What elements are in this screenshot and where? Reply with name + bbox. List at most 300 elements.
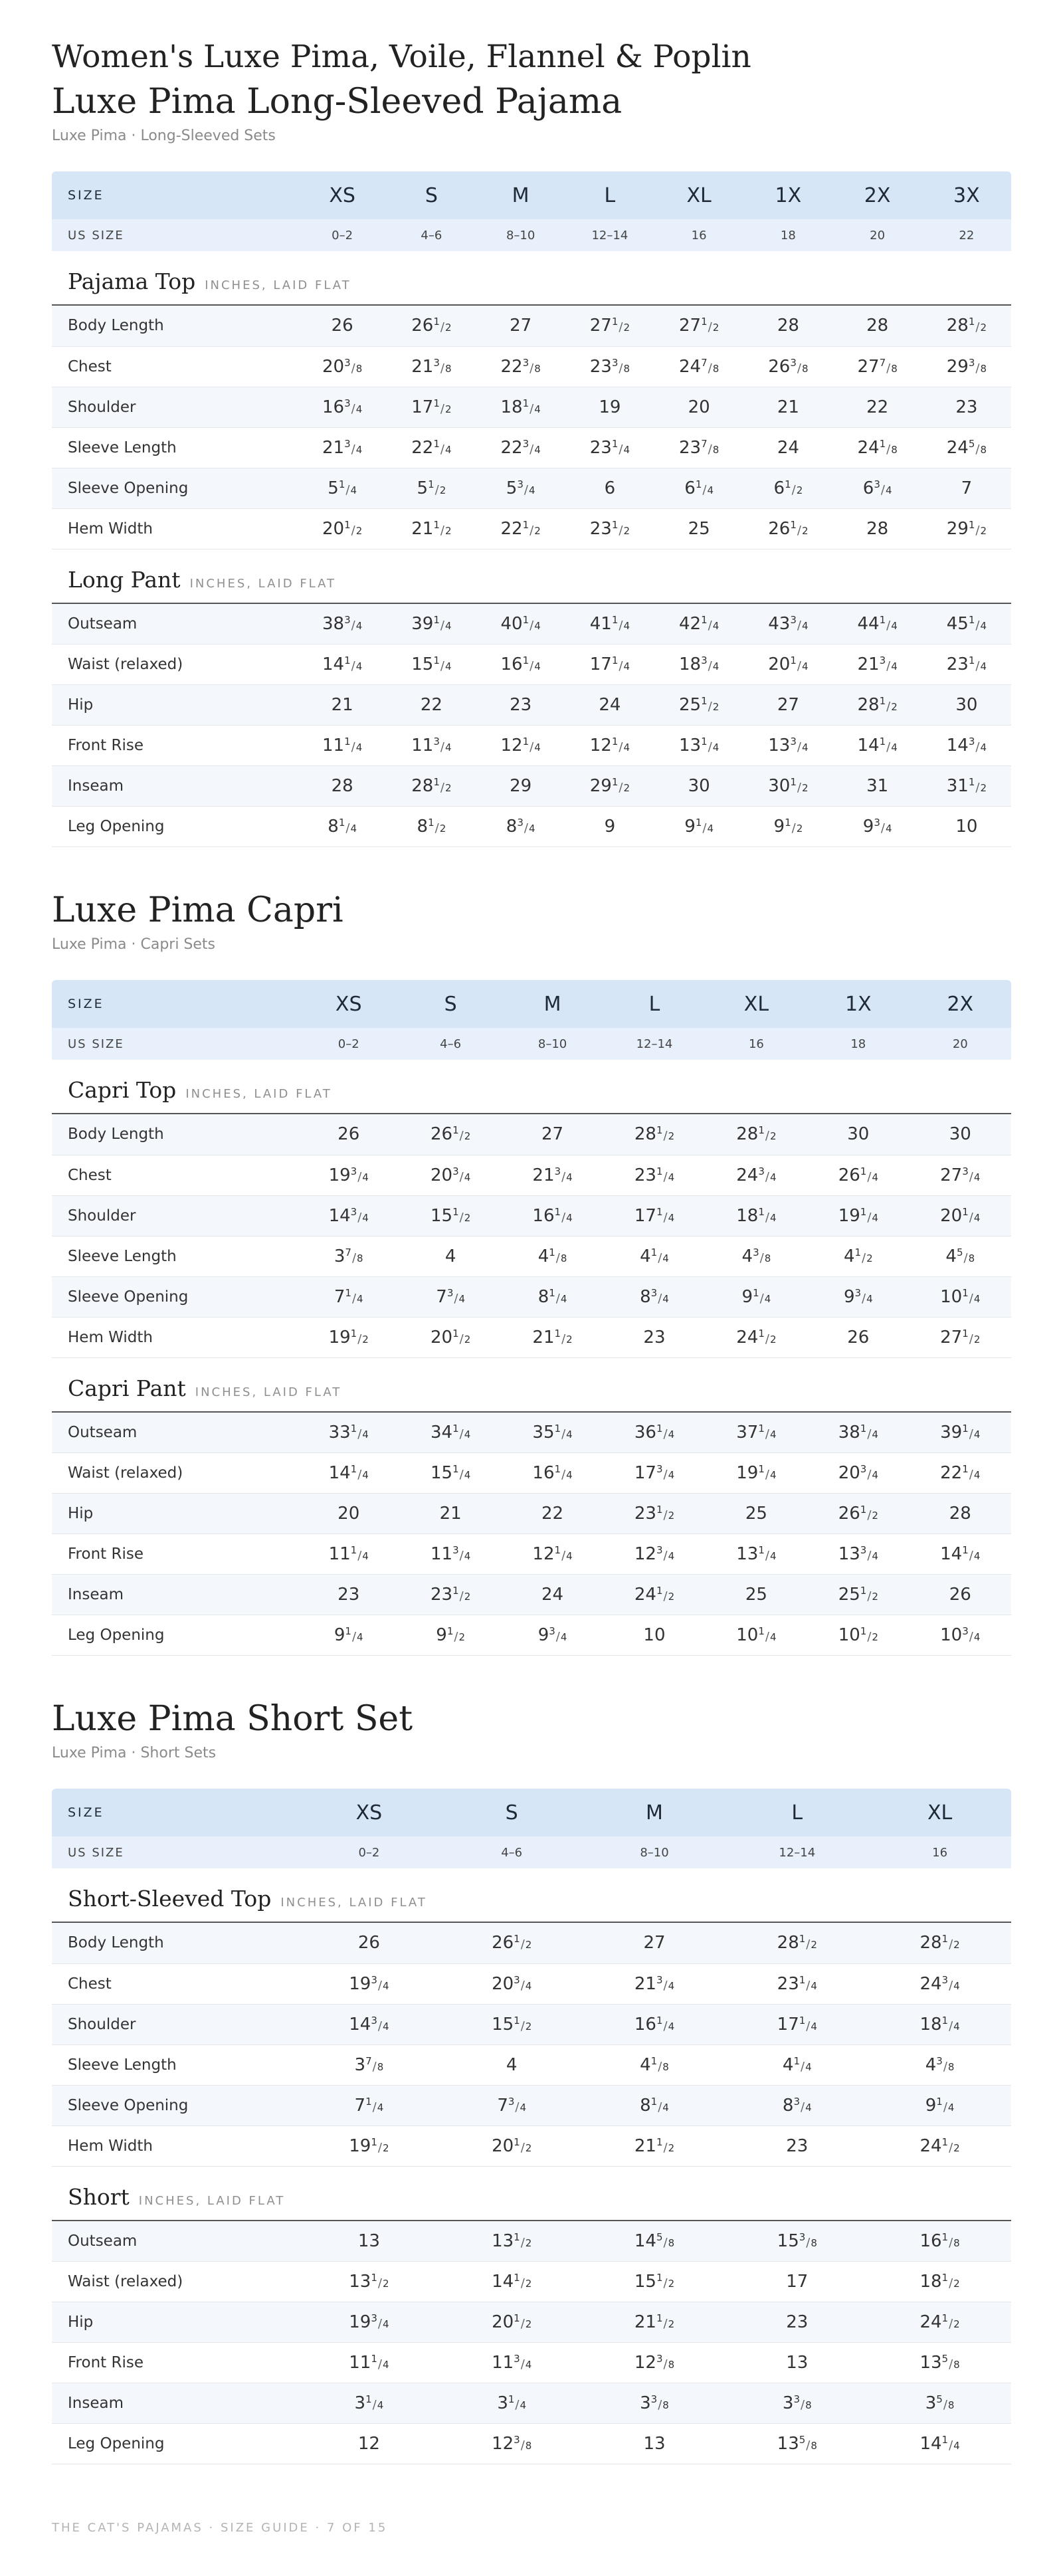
size-column-header: S xyxy=(399,980,501,1028)
table-row xyxy=(52,1114,1011,1155)
table-row xyxy=(52,2004,1011,2044)
measurement-group xyxy=(52,1886,1011,2167)
section-short-set xyxy=(52,1696,1011,2464)
size-column-header: XL xyxy=(654,171,743,219)
us-size-value: 16 xyxy=(868,1836,1011,1868)
measurement-value: 26 xyxy=(298,1923,440,1963)
measurement-value: $34^1/4$ xyxy=(399,1413,501,1453)
measurement-value: $18^1/4$ xyxy=(706,1195,807,1236)
size-column-header: XL xyxy=(868,1789,1011,1836)
measurement-value: $21^1/2$ xyxy=(502,1317,603,1357)
group-heading xyxy=(52,1886,1011,1923)
measurement-value: $29^1/2$ xyxy=(922,508,1011,549)
measurement-value: 21 xyxy=(743,387,832,427)
measurement-value: $20^3/8$ xyxy=(298,346,387,387)
measurement-value: 23 xyxy=(725,2126,868,2166)
measurement-value: $19^1/4$ xyxy=(807,1195,909,1236)
measurement-value: 28 xyxy=(298,766,387,807)
measurement-value: $21^3/4$ xyxy=(298,427,387,468)
section-subtitle: Luxe Pima · Capri Sets xyxy=(52,936,216,953)
measurement-value: 17 xyxy=(725,2262,868,2302)
measurement-value: $15^1/2$ xyxy=(440,2004,583,2044)
measurement-value: $14^1/4$ xyxy=(833,726,922,766)
measurement-value: $16^1/4$ xyxy=(502,1453,603,1494)
measurement-value: $35^1/4$ xyxy=(502,1413,603,1453)
us-size-value: 18 xyxy=(743,219,832,251)
size-column-header: M xyxy=(583,1789,726,1836)
measurement-value: 7 xyxy=(922,468,1011,508)
size-header-label: SIZE xyxy=(52,171,298,219)
measurement-label: Sleeve Length xyxy=(52,1236,298,1276)
table-row xyxy=(52,387,1011,427)
table-row xyxy=(52,427,1011,468)
us-size-value: 16 xyxy=(706,1028,807,1060)
size-column-header: 2X xyxy=(910,980,1011,1028)
us-size-row xyxy=(52,1028,1011,1060)
measurement-value: 22 xyxy=(833,387,922,427)
measurement-value: $28^1/2$ xyxy=(706,1114,807,1155)
measurement-value: $8^1/4$ xyxy=(583,2085,726,2126)
measurement-label: Sleeve Opening xyxy=(52,2085,298,2126)
measurement-value: $21^3/4$ xyxy=(833,644,922,685)
group-unit-label: INCHES, LAID FLAT xyxy=(189,576,337,591)
measurement-value: $38^1/4$ xyxy=(807,1413,909,1453)
measurement-value: $38^3/4$ xyxy=(298,604,387,644)
measurement-value: $24^7/8$ xyxy=(654,346,743,387)
measurement-value: $12^3/8$ xyxy=(583,2343,726,2383)
measurement-value: 25 xyxy=(654,508,743,549)
measurement-value: 10 xyxy=(922,807,1011,847)
table-row xyxy=(52,346,1011,387)
measurement-value: $13^3/4$ xyxy=(743,726,832,766)
measurement-value: $18^1/4$ xyxy=(868,2004,1011,2044)
measurement-value: $13^1/2$ xyxy=(440,2221,583,2262)
table-row xyxy=(52,604,1011,644)
measurement-value: $4^5/8$ xyxy=(910,1236,1011,1276)
measurement-value: $8^3/4$ xyxy=(603,1276,705,1317)
size-column-header: S xyxy=(440,1789,583,1836)
table-row xyxy=(52,306,1011,346)
size-header-table xyxy=(52,1789,1011,1868)
measurement-value: $17^1/2$ xyxy=(387,387,476,427)
measurement-value: 23 xyxy=(922,387,1011,427)
measurement-value: $27^7/8$ xyxy=(833,346,922,387)
measurement-value: $10^1/2$ xyxy=(807,1615,909,1656)
measurement-value: $19^1/4$ xyxy=(706,1453,807,1494)
measurement-value: $23^1/4$ xyxy=(565,427,654,468)
measurement-value: 22 xyxy=(387,685,476,726)
document-title: Women's Luxe Pima, Voile, Flannel & Poplin xyxy=(52,39,751,75)
measurement-value: $11^1/4$ xyxy=(298,726,387,766)
measurement-value: $26^1/2$ xyxy=(743,508,832,549)
measurement-label: Leg Opening xyxy=(52,2424,298,2464)
measurement-table xyxy=(52,604,1011,848)
measurement-value: $5^3/4$ xyxy=(476,468,565,508)
measurement-value: $22^1/4$ xyxy=(910,1453,1011,1494)
section-subtitle: Luxe Pima · Long-Sleeved Sets xyxy=(52,128,276,144)
measurement-label: Hem Width xyxy=(52,1317,298,1357)
section-title: Luxe Pima Short Set xyxy=(52,1699,413,1739)
measurement-value: $3^5/8$ xyxy=(868,2383,1011,2424)
measurement-value: $3^7/8$ xyxy=(298,1236,399,1276)
measurement-label: Chest xyxy=(52,1963,298,2004)
measurement-value: 23 xyxy=(476,685,565,726)
group-unit-label: INCHES, LAID FLAT xyxy=(138,2193,286,2208)
measurement-label: Chest xyxy=(52,1155,298,1195)
measurement-value: $43^3/4$ xyxy=(743,604,832,644)
table-row xyxy=(52,2302,1011,2343)
table-row xyxy=(52,1575,1011,1615)
measurement-value: $28^1/2$ xyxy=(387,766,476,807)
measurement-value: $13^1/4$ xyxy=(654,726,743,766)
measurement-value: 23 xyxy=(725,2302,868,2343)
measurement-value: 30 xyxy=(807,1114,909,1155)
measurement-value: 30 xyxy=(910,1114,1011,1155)
measurement-value: 28 xyxy=(910,1494,1011,1534)
section-subtitle: Luxe Pima · Short Sets xyxy=(52,1745,217,1761)
measurement-label: Hem Width xyxy=(52,2126,298,2166)
measurement-value: $20^3/4$ xyxy=(807,1453,909,1494)
measurement-value: $12^3/4$ xyxy=(603,1534,705,1575)
measurement-value: $12^1/4$ xyxy=(565,726,654,766)
measurement-value: $9^1/4$ xyxy=(298,1615,399,1656)
measurement-value: $23^1/4$ xyxy=(603,1155,705,1195)
measurement-value: $21^1/2$ xyxy=(583,2126,726,2166)
measurement-value: 4 xyxy=(399,1236,501,1276)
measurement-value: $23^1/2$ xyxy=(565,508,654,549)
measurement-value: 23 xyxy=(603,1317,705,1357)
table-row xyxy=(52,1276,1011,1317)
table-row xyxy=(52,807,1011,847)
measurement-value: 30 xyxy=(922,685,1011,726)
measurement-label: Shoulder xyxy=(52,1195,298,1236)
measurement-label: Body Length xyxy=(52,1114,298,1155)
us-size-value: 4–6 xyxy=(399,1028,501,1060)
measurement-value: 29 xyxy=(476,766,565,807)
size-header-label: SIZE xyxy=(52,980,298,1028)
measurement-label: Hip xyxy=(52,2302,298,2343)
measurement-value: $21^3/4$ xyxy=(583,1963,726,2004)
measurement-value: 24 xyxy=(743,427,832,468)
group-unit-label: INCHES, LAID FLAT xyxy=(205,278,351,292)
measurement-table xyxy=(52,1413,1011,1656)
measurement-value: $3^3/8$ xyxy=(583,2383,726,2424)
measurement-value: $24^1/2$ xyxy=(868,2126,1011,2166)
us-size-value: 16 xyxy=(654,219,743,251)
measurement-value: $10^3/4$ xyxy=(910,1615,1011,1656)
measurement-label: Front Rise xyxy=(52,2343,298,2383)
measurement-label: Outseam xyxy=(52,604,298,644)
measurement-value: $6^1/4$ xyxy=(654,468,743,508)
measurement-value: $7^1/4$ xyxy=(298,1276,399,1317)
measurement-value: 24 xyxy=(502,1575,603,1615)
measurement-value: $14^1/4$ xyxy=(298,644,387,685)
measurement-value: $3^3/8$ xyxy=(725,2383,868,2424)
measurement-value: 26 xyxy=(298,306,387,346)
measurement-value: $26^1/2$ xyxy=(440,1923,583,1963)
measurement-value: $8^3/4$ xyxy=(476,807,565,847)
measurement-label: Front Rise xyxy=(52,1534,298,1575)
measurement-value: $10^1/4$ xyxy=(706,1615,807,1656)
measurement-value: $23^1/4$ xyxy=(725,1963,868,2004)
table-row xyxy=(52,2044,1011,2085)
measurement-value: $24^1/2$ xyxy=(603,1575,705,1615)
measurement-group xyxy=(52,567,1011,848)
us-size-header-label: US SIZE xyxy=(52,219,298,251)
size-header-table xyxy=(52,171,1011,251)
measurement-value: $19^3/4$ xyxy=(298,1155,399,1195)
measurement-value: $15^3/8$ xyxy=(725,2221,868,2262)
measurement-value: $5^1/2$ xyxy=(387,468,476,508)
measurement-label: Waist (relaxed) xyxy=(52,2262,298,2302)
measurement-label: Body Length xyxy=(52,1923,298,1963)
measurement-value: $24^3/4$ xyxy=(706,1155,807,1195)
us-size-value: 0–2 xyxy=(298,1028,399,1060)
us-size-value: 0–2 xyxy=(298,1836,440,1868)
measurement-value: 21 xyxy=(298,685,387,726)
table-row xyxy=(52,2424,1011,2464)
measurement-value: $21^3/4$ xyxy=(502,1155,603,1195)
table-row xyxy=(52,2221,1011,2262)
measurement-value: $3^1/4$ xyxy=(440,2383,583,2424)
measurement-value: $9^1/2$ xyxy=(743,807,832,847)
measurement-value: $10^1/4$ xyxy=(910,1276,1011,1317)
us-size-value: 8–10 xyxy=(583,1836,726,1868)
measurement-value: $41^1/4$ xyxy=(565,604,654,644)
table-row xyxy=(52,1236,1011,1276)
table-row xyxy=(52,2085,1011,2126)
size-column-header: S xyxy=(387,171,476,219)
group-unit-label: INCHES, LAID FLAT xyxy=(185,1087,332,1101)
measurement-value: $24^1/8$ xyxy=(833,427,922,468)
measurement-value: $28^1/2$ xyxy=(725,1923,868,1963)
measurement-value: $39^1/4$ xyxy=(910,1413,1011,1453)
us-size-value: 20 xyxy=(833,219,922,251)
measurement-value: $18^1/2$ xyxy=(868,2262,1011,2302)
measurement-value: $18^1/4$ xyxy=(476,387,565,427)
measurement-value: $31^1/2$ xyxy=(922,766,1011,807)
measurement-value: $20^1/2$ xyxy=(399,1317,501,1357)
measurement-value: $27^1/2$ xyxy=(654,306,743,346)
measurement-value: $44^1/4$ xyxy=(833,604,922,644)
measurement-value: $14^1/4$ xyxy=(910,1534,1011,1575)
measurement-value: $28^1/2$ xyxy=(922,306,1011,346)
measurement-value: $20^3/4$ xyxy=(440,1963,583,2004)
measurement-value: $28^1/2$ xyxy=(603,1114,705,1155)
size-column-header: 1X xyxy=(743,171,832,219)
measurement-value: $20^1/2$ xyxy=(440,2302,583,2343)
group-heading xyxy=(52,268,1011,306)
measurement-value: $23^7/8$ xyxy=(654,427,743,468)
measurement-table xyxy=(52,1114,1011,1358)
measurement-label: Outseam xyxy=(52,1413,298,1453)
measurement-value: $8^3/4$ xyxy=(725,2085,868,2126)
table-row xyxy=(52,726,1011,766)
us-size-row xyxy=(52,1836,1011,1868)
group-name: Pajama Top xyxy=(68,268,196,294)
measurement-value: $13^5/8$ xyxy=(725,2424,868,2464)
table-row xyxy=(52,1534,1011,1575)
us-size-value: 12–14 xyxy=(725,1836,868,1868)
table-row xyxy=(52,2383,1011,2424)
table-row xyxy=(52,508,1011,549)
table-row xyxy=(52,1615,1011,1656)
measurement-value: $17^1/4$ xyxy=(725,2004,868,2044)
measurement-value: $21^3/8$ xyxy=(387,346,476,387)
section-long-sleeved-pajama xyxy=(52,78,1011,847)
measurement-value: $33^1/4$ xyxy=(298,1413,399,1453)
size-column-header: 3X xyxy=(922,171,1011,219)
measurement-value: $15^1/2$ xyxy=(583,2262,726,2302)
measurement-value: $11^1/4$ xyxy=(298,1534,399,1575)
measurement-value: 23 xyxy=(298,1575,399,1615)
size-column-header: L xyxy=(565,171,654,219)
measurement-value: $8^1/4$ xyxy=(298,807,387,847)
measurement-value: 27 xyxy=(476,306,565,346)
measurement-label: Inseam xyxy=(52,1575,298,1615)
measurement-value: $25^1/2$ xyxy=(654,685,743,726)
measurement-value: $26^1/2$ xyxy=(399,1114,501,1155)
measurement-value: 19 xyxy=(565,387,654,427)
measurement-value: $19^1/2$ xyxy=(298,2126,440,2166)
measurement-value: $15^1/4$ xyxy=(387,644,476,685)
measurement-label: Hip xyxy=(52,1494,298,1534)
measurement-value: 30 xyxy=(654,766,743,807)
size-column-header: XS xyxy=(298,1789,440,1836)
size-header-label: SIZE xyxy=(52,1789,298,1836)
measurement-value: $23^1/2$ xyxy=(603,1494,705,1534)
measurement-value: $16^1/4$ xyxy=(583,2004,726,2044)
measurement-value: $36^1/4$ xyxy=(603,1413,705,1453)
measurement-value: $4^1/4$ xyxy=(725,2044,868,2085)
size-column-header: L xyxy=(603,980,705,1028)
table-row xyxy=(52,2126,1011,2166)
measurement-value: 6 xyxy=(565,468,654,508)
us-size-value: 4–6 xyxy=(387,219,476,251)
measurement-value: 20 xyxy=(654,387,743,427)
group-name: Capri Pant xyxy=(68,1375,186,1401)
measurement-value: $20^1/4$ xyxy=(910,1195,1011,1236)
measurement-value: $4^1/4$ xyxy=(603,1236,705,1276)
measurement-value: $13^1/2$ xyxy=(298,2262,440,2302)
measurement-label: Body Length xyxy=(52,306,298,346)
size-column-header: M xyxy=(502,980,603,1028)
measurement-value: $19^3/4$ xyxy=(298,2302,440,2343)
measurement-value: $24^1/2$ xyxy=(706,1317,807,1357)
group-unit-label: INCHES, LAID FLAT xyxy=(280,1896,427,1910)
measurement-value: $12^1/4$ xyxy=(502,1534,603,1575)
table-row xyxy=(52,2343,1011,2383)
measurement-value: $28^1/2$ xyxy=(833,685,922,726)
us-size-value: 18 xyxy=(807,1028,909,1060)
measurement-group xyxy=(52,268,1011,549)
measurement-value: $14^3/4$ xyxy=(298,1195,399,1236)
measurement-label: Sleeve Length xyxy=(52,2044,298,2085)
measurement-value: $19^1/2$ xyxy=(298,1317,399,1357)
section-title: Luxe Pima Long-Sleeved Pajama xyxy=(52,82,623,122)
measurement-label: Shoulder xyxy=(52,387,298,427)
measurement-value: $7^1/4$ xyxy=(298,2085,440,2126)
table-row xyxy=(52,1923,1011,1963)
measurement-value: $11^3/4$ xyxy=(387,726,476,766)
measurement-value: $37^1/4$ xyxy=(706,1413,807,1453)
measurement-value: $4^3/8$ xyxy=(706,1236,807,1276)
measurement-value: $8^1/4$ xyxy=(502,1276,603,1317)
measurement-value: $40^1/4$ xyxy=(476,604,565,644)
measurement-value: $26^1/2$ xyxy=(387,306,476,346)
measurement-value: $27^1/2$ xyxy=(565,306,654,346)
measurement-value: $9^3/4$ xyxy=(502,1615,603,1656)
measurement-value: $15^1/2$ xyxy=(399,1195,501,1236)
measurement-value: $26^1/2$ xyxy=(807,1494,909,1534)
measurement-value: $39^1/4$ xyxy=(387,604,476,644)
group-unit-label: INCHES, LAID FLAT xyxy=(195,1385,342,1399)
measurement-value: $7^3/4$ xyxy=(399,1276,501,1317)
measurement-value: 13 xyxy=(725,2343,868,2383)
page-footer: THE CAT'S PAJAMAS · SIZE GUIDE · 7 OF 15 xyxy=(52,2521,388,2535)
table-row xyxy=(52,468,1011,508)
measurement-value: $13^3/4$ xyxy=(807,1534,909,1575)
measurement-label: Sleeve Opening xyxy=(52,1276,298,1317)
measurement-value: $14^1/4$ xyxy=(868,2424,1011,2464)
measurement-value: $8^1/2$ xyxy=(387,807,476,847)
measurement-value: $19^3/4$ xyxy=(298,1963,440,2004)
measurement-value: $24^3/4$ xyxy=(868,1963,1011,2004)
measurement-value: $16^1/8$ xyxy=(868,2221,1011,2262)
measurement-label: Waist (relaxed) xyxy=(52,1453,298,1494)
measurement-value: $9^1/2$ xyxy=(399,1615,501,1656)
size-row xyxy=(52,1789,1011,1836)
section-title: Luxe Pima Capri xyxy=(52,890,343,930)
measurement-value: $20^3/4$ xyxy=(399,1155,501,1195)
table-row xyxy=(52,1155,1011,1195)
size-column-header: L xyxy=(725,1789,868,1836)
measurement-value: $14^3/4$ xyxy=(298,2004,440,2044)
measurement-value: $14^1/4$ xyxy=(298,1453,399,1494)
measurement-value: 9 xyxy=(565,807,654,847)
measurement-label: Front Rise xyxy=(52,726,298,766)
group-name: Short-Sleeved Top xyxy=(68,1886,272,1912)
measurement-label: Inseam xyxy=(52,2383,298,2424)
us-size-value: 12–14 xyxy=(603,1028,705,1060)
us-size-row xyxy=(52,219,1011,251)
measurement-value: $11^1/4$ xyxy=(298,2343,440,2383)
measurement-value: 27 xyxy=(502,1114,603,1155)
measurement-value: $25^1/2$ xyxy=(807,1575,909,1615)
measurement-value: 27 xyxy=(583,1923,726,1963)
table-row xyxy=(52,685,1011,726)
measurement-value: $4^1/8$ xyxy=(502,1236,603,1276)
measurement-value: $12^3/8$ xyxy=(440,2424,583,2464)
measurement-value: $15^1/4$ xyxy=(399,1453,501,1494)
table-row xyxy=(52,1453,1011,1494)
us-size-value: 22 xyxy=(922,219,1011,251)
measurement-label: Hem Width xyxy=(52,508,298,549)
measurement-table xyxy=(52,306,1011,549)
table-row xyxy=(52,644,1011,685)
measurement-value: $11^3/4$ xyxy=(440,2343,583,2383)
measurement-value: $11^3/4$ xyxy=(399,1534,501,1575)
size-column-header: 1X xyxy=(807,980,909,1028)
measurement-value: 10 xyxy=(603,1615,705,1656)
measurement-value: $16^3/4$ xyxy=(298,387,387,427)
table-row xyxy=(52,2262,1011,2302)
measurement-label: Shoulder xyxy=(52,2004,298,2044)
measurement-value: $14^5/8$ xyxy=(583,2221,726,2262)
measurement-value: $21^1/2$ xyxy=(387,508,476,549)
group-name: Long Pant xyxy=(68,566,181,593)
group-heading xyxy=(52,2184,1011,2221)
